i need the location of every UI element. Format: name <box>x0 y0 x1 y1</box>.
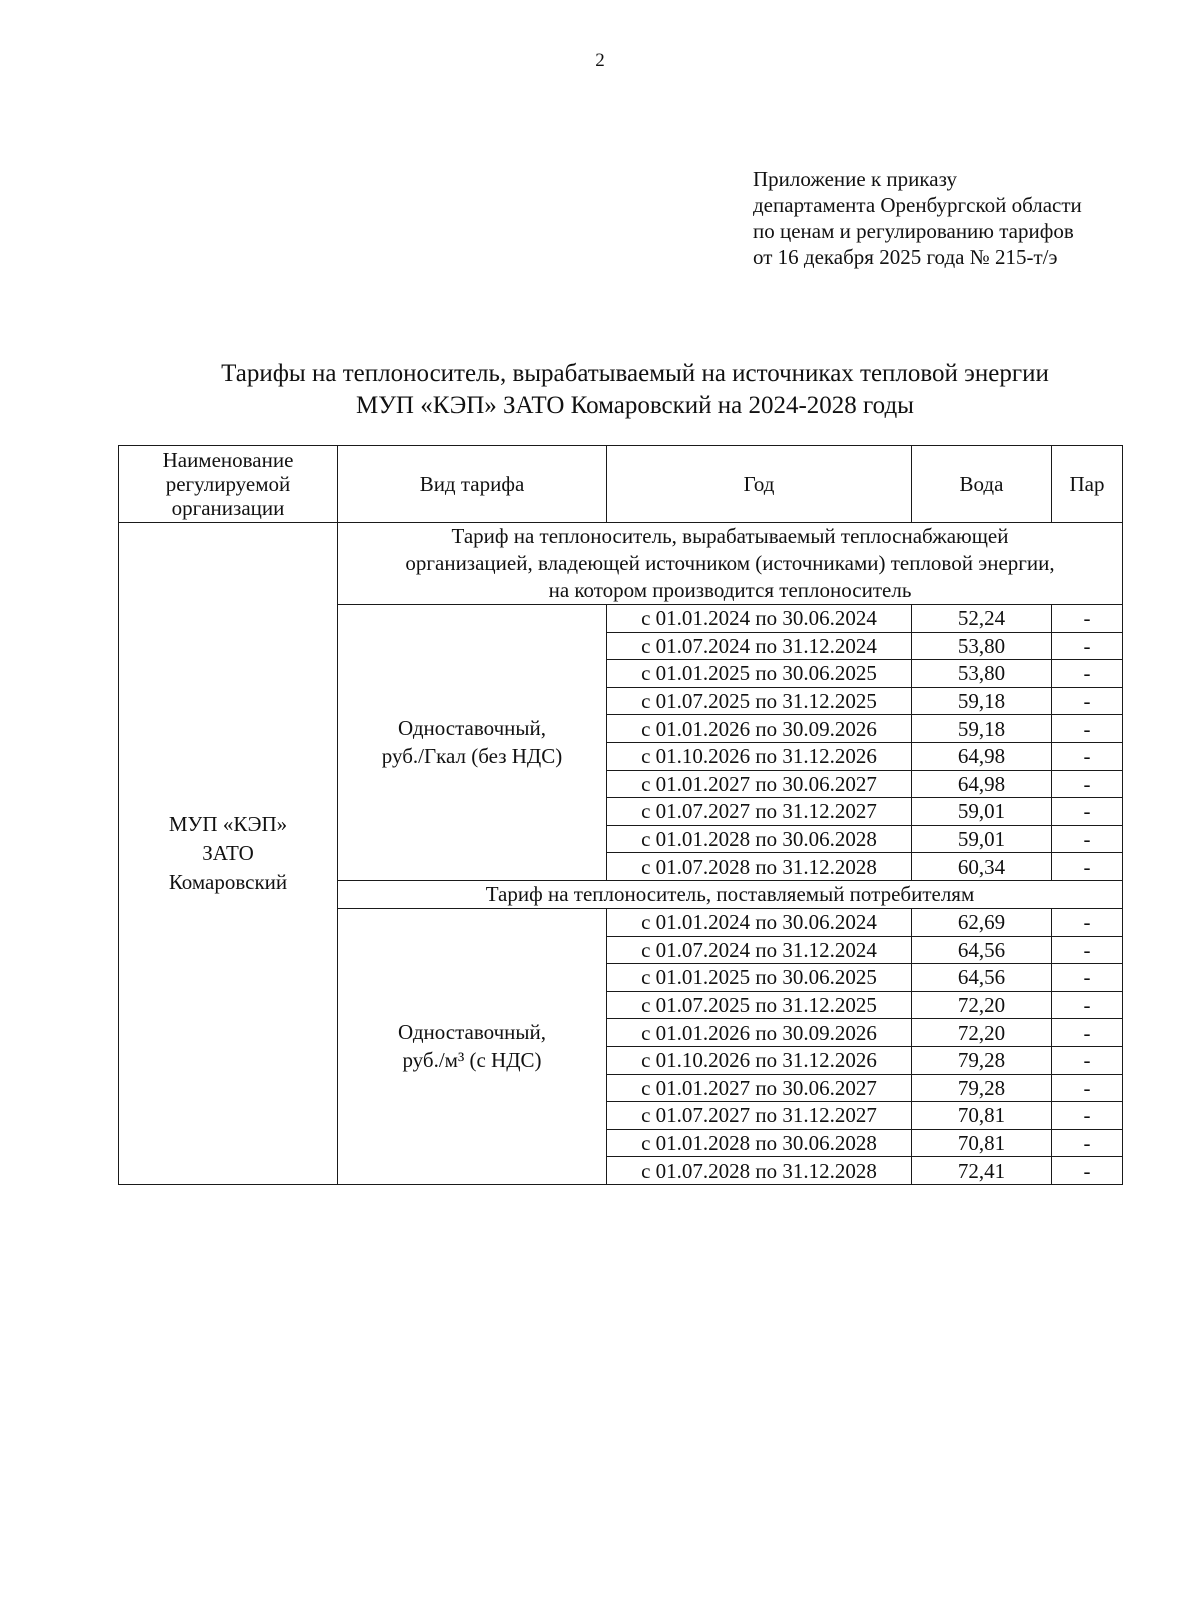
period-cell: с 01.01.2024 по 30.06.2024 <box>607 605 912 633</box>
period-cell: с 01.07.2028 по 31.12.2028 <box>607 1157 912 1185</box>
page-number: 2 <box>595 50 605 71</box>
steam-value-cell: - <box>1052 798 1123 826</box>
water-value-cell: 59,18 <box>912 687 1052 715</box>
period-cell: с 01.07.2028 по 31.12.2028 <box>607 853 912 881</box>
water-value-cell: 64,56 <box>912 964 1052 992</box>
period-cell: с 01.07.2025 по 31.12.2025 <box>607 991 912 1019</box>
period-cell: с 01.01.2026 по 30.09.2026 <box>607 1019 912 1047</box>
table-body <box>119 523 1123 1185</box>
steam-value-cell: - <box>1052 853 1123 881</box>
period-cell: с 01.07.2027 по 31.12.2027 <box>607 798 912 826</box>
appendix-line: Приложение к приказу <box>753 167 957 191</box>
steam-value-cell: - <box>1052 1129 1123 1157</box>
water-value-cell: 64,56 <box>912 936 1052 964</box>
steam-value-cell: - <box>1052 825 1123 853</box>
organization-name: МУП «КЭП» ЗАТО Комаровский <box>119 523 338 1185</box>
water-value-cell: 59,01 <box>912 798 1052 826</box>
period-cell: с 01.01.2028 по 30.06.2028 <box>607 825 912 853</box>
water-value-cell: 79,28 <box>912 1046 1052 1074</box>
water-value-cell: 53,80 <box>912 632 1052 660</box>
steam-value-cell: - <box>1052 742 1123 770</box>
period-cell: с 01.01.2028 по 30.06.2028 <box>607 1129 912 1157</box>
steam-value-cell: - <box>1052 991 1123 1019</box>
period-cell: с 01.10.2026 по 31.12.2026 <box>607 742 912 770</box>
water-value-cell: 79,28 <box>912 1074 1052 1102</box>
appendix-block <box>753 166 1082 270</box>
period-cell: с 01.01.2024 по 30.06.2024 <box>607 908 912 936</box>
period-cell: с 01.01.2025 по 30.06.2025 <box>607 964 912 992</box>
section-title-line: на котором производится теплоноситель <box>548 578 912 602</box>
steam-value-cell: - <box>1052 770 1123 798</box>
header-organization: Наименование регулируемой организации <box>119 446 338 523</box>
header-steam: Пар <box>1052 446 1123 523</box>
water-value-cell: 64,98 <box>912 770 1052 798</box>
steam-value-cell: - <box>1052 605 1123 633</box>
water-value-cell: 53,80 <box>912 660 1052 688</box>
steam-value-cell: - <box>1052 1157 1123 1185</box>
water-value-cell: 59,18 <box>912 715 1052 743</box>
header-tariff-type: Вид тарифа <box>338 446 607 523</box>
water-value-cell: 72,20 <box>912 1019 1052 1047</box>
steam-value-cell: - <box>1052 1074 1123 1102</box>
steam-value-cell: - <box>1052 660 1123 688</box>
section-header-row <box>119 523 1123 605</box>
section-title-line: Тариф на теплоноситель, вырабатываемый теплоснабжающей <box>451 524 1009 548</box>
water-value-cell: 62,69 <box>912 908 1052 936</box>
steam-value-cell: - <box>1052 936 1123 964</box>
water-value-cell: 72,20 <box>912 991 1052 1019</box>
steam-value-cell: - <box>1052 1046 1123 1074</box>
period-cell: с 01.01.2027 по 30.06.2027 <box>607 770 912 798</box>
title-line: МУП «КЭП» ЗАТО Комаровский на 2024-2028 годы <box>356 392 914 419</box>
period-cell: с 01.07.2027 по 31.12.2027 <box>607 1102 912 1130</box>
section-title <box>338 523 1123 605</box>
period-cell: с 01.01.2025 по 30.06.2025 <box>607 660 912 688</box>
appendix-line: от 16 декабря 2025 года № 215-т/э <box>753 245 1058 269</box>
tariff-table <box>118 445 1123 1185</box>
water-value-cell: 59,01 <box>912 825 1052 853</box>
water-value-cell: 60,34 <box>912 853 1052 881</box>
title-line: Тарифы на теплоноситель, вырабатываемый на источниках тепловой энергии <box>221 360 1049 387</box>
steam-value-cell: - <box>1052 632 1123 660</box>
tariff-type-cell: Одноставочный, руб./м³ (с НДС) <box>338 908 607 1184</box>
period-cell: с 01.07.2025 по 31.12.2025 <box>607 687 912 715</box>
section-title-line: организацией, владеющей источником (источниками) тепловой энергии, <box>405 551 1055 575</box>
steam-value-cell: - <box>1052 715 1123 743</box>
section-title <box>338 880 1123 908</box>
water-value-cell: 70,81 <box>912 1129 1052 1157</box>
appendix-line: по ценам и регулированию тарифов <box>753 219 1074 243</box>
tariff-type-cell: Одноставочный, руб./Гкал (без НДС) <box>338 605 607 881</box>
header-water: Вода <box>912 446 1052 523</box>
period-cell: с 01.10.2026 по 31.12.2026 <box>607 1046 912 1074</box>
period-cell: с 01.07.2024 по 31.12.2024 <box>607 936 912 964</box>
period-cell: с 01.07.2024 по 31.12.2024 <box>607 632 912 660</box>
period-cell: с 01.01.2026 по 30.09.2026 <box>607 715 912 743</box>
appendix-line: департамента Оренбургской области <box>753 193 1082 217</box>
steam-value-cell: - <box>1052 1019 1123 1047</box>
document-title <box>115 358 1155 422</box>
period-cell: с 01.01.2027 по 30.06.2027 <box>607 1074 912 1102</box>
steam-value-cell: - <box>1052 908 1123 936</box>
water-value-cell: 64,98 <box>912 742 1052 770</box>
water-value-cell: 70,81 <box>912 1102 1052 1130</box>
water-value-cell: 52,24 <box>912 605 1052 633</box>
water-value-cell: 72,41 <box>912 1157 1052 1185</box>
table-header-row <box>119 446 1123 523</box>
steam-value-cell: - <box>1052 1102 1123 1130</box>
steam-value-cell: - <box>1052 964 1123 992</box>
steam-value-cell: - <box>1052 687 1123 715</box>
header-year: Год <box>607 446 912 523</box>
section-title-line: Тариф на теплоноситель, поставляемый потребителям <box>485 881 975 906</box>
